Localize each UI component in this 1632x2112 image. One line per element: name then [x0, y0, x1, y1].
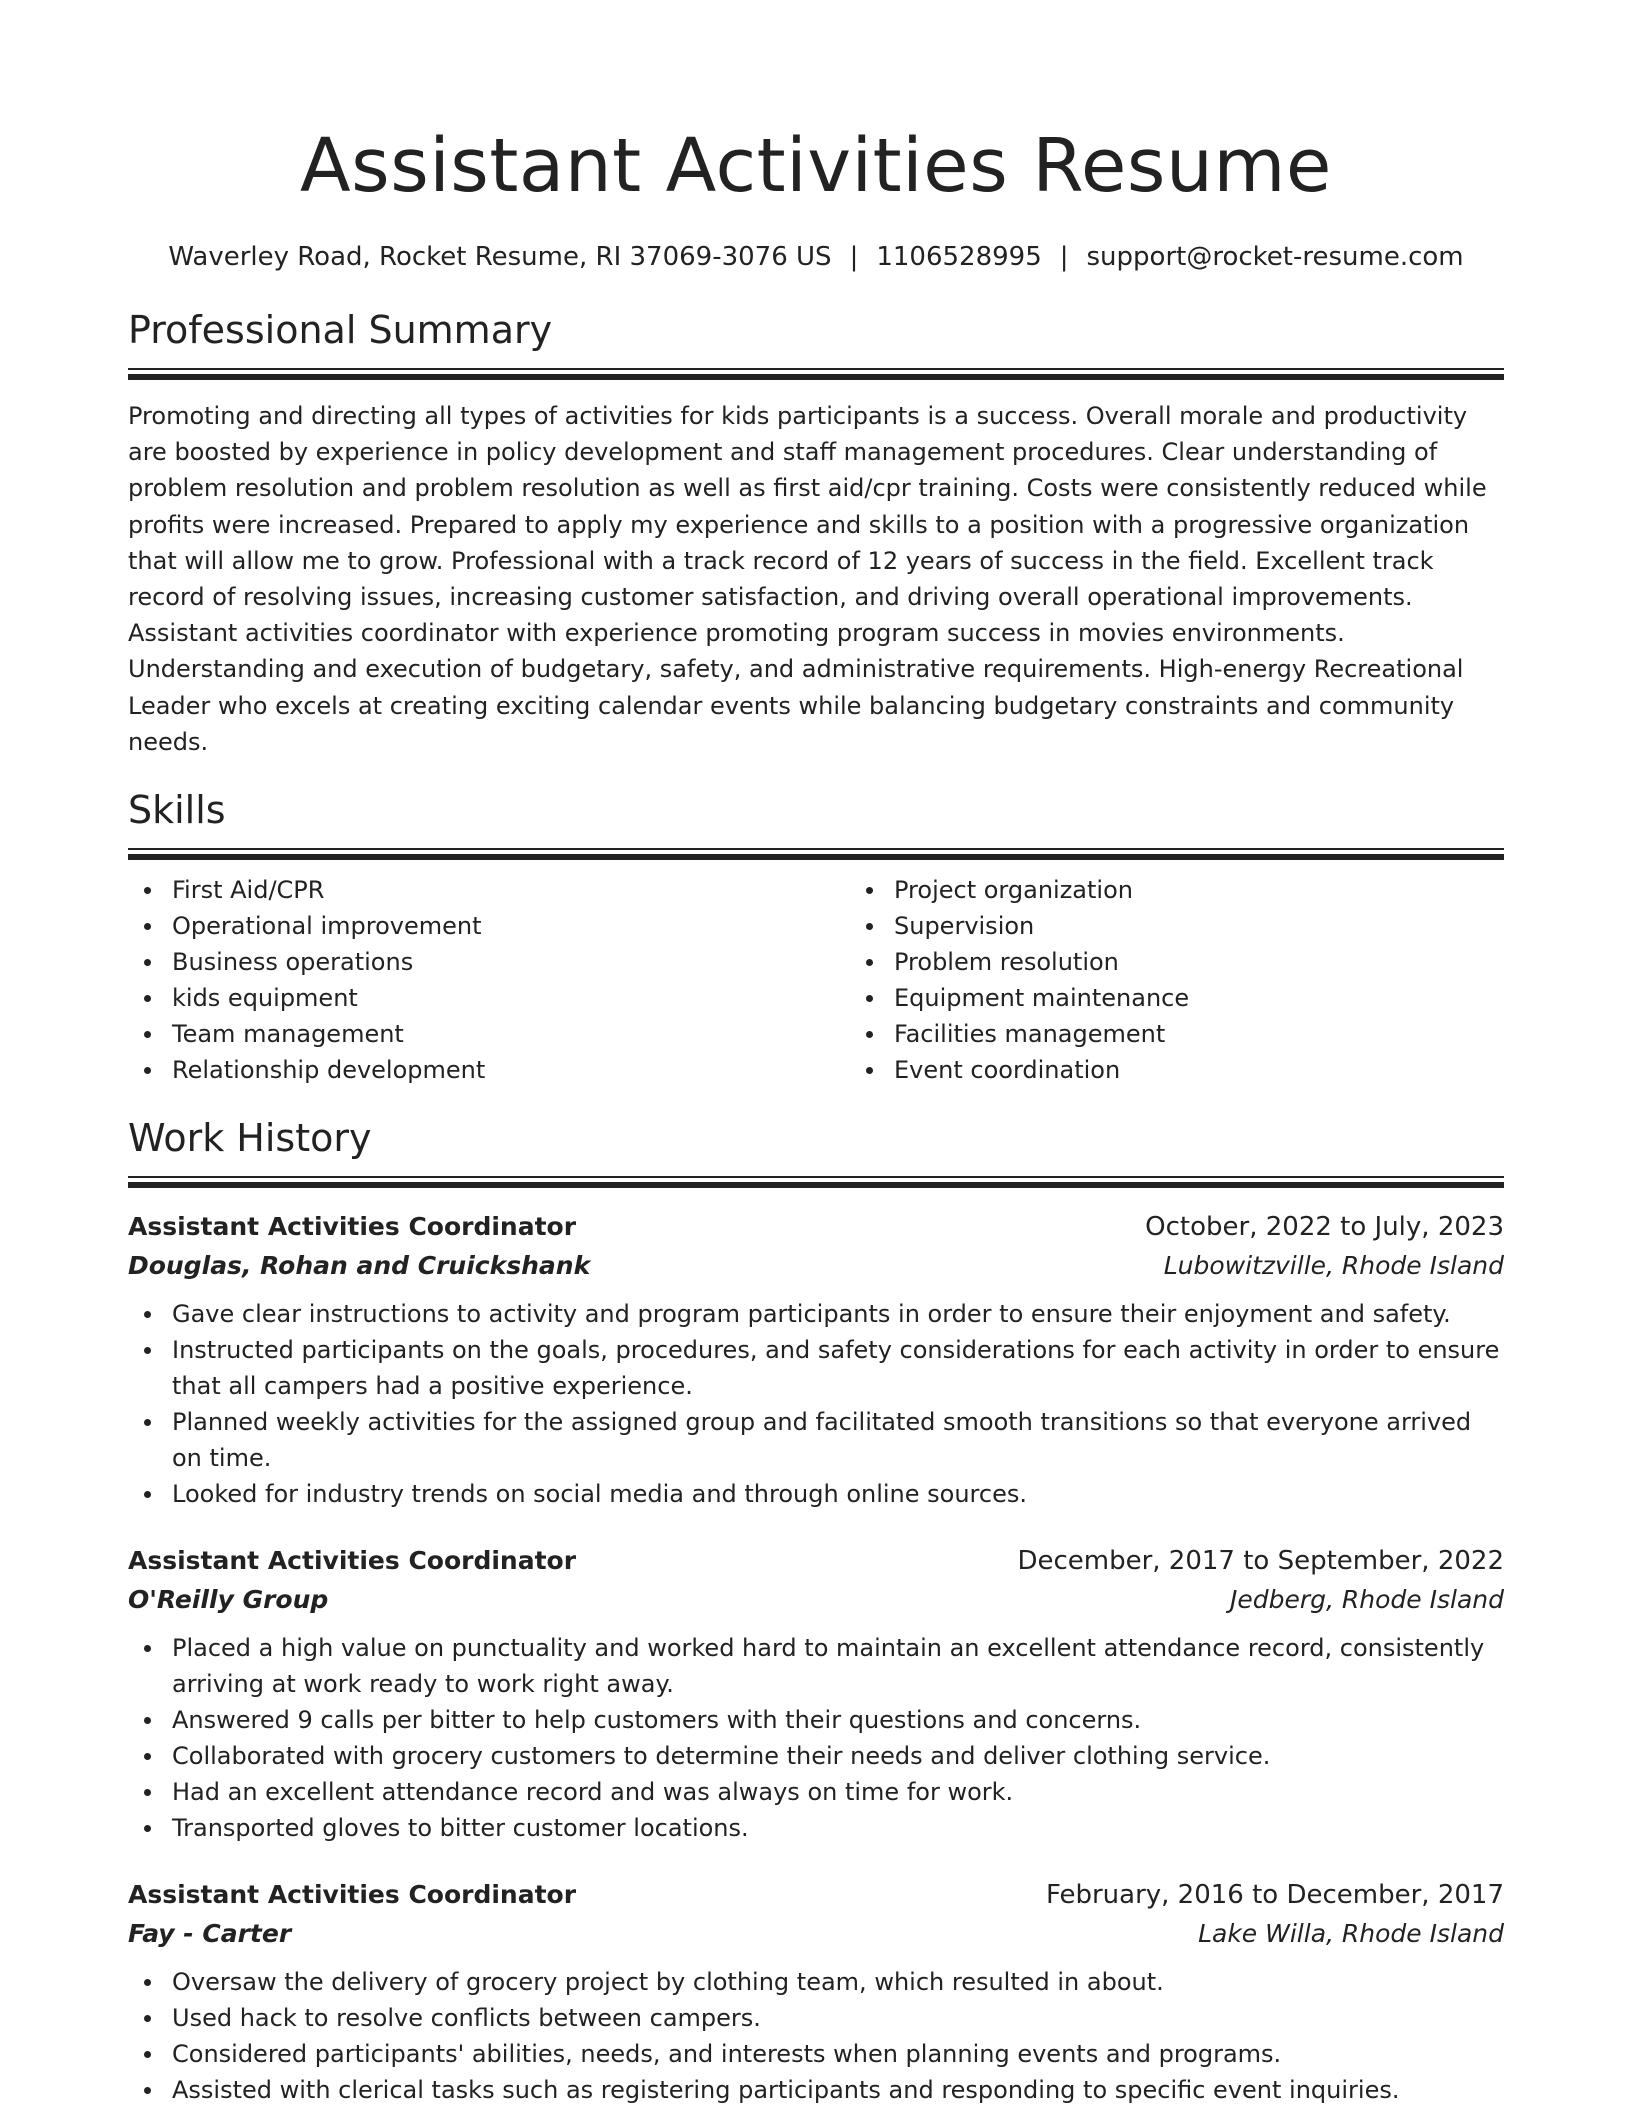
resume-title: Assistant Activities Resume [300, 123, 1332, 209]
skill-item: Supervision [894, 908, 1572, 944]
job-company-row [128, 1580, 1504, 1620]
duty-item: Considered participants' abilities, needs, and interests when planning events and programs. [172, 2036, 1504, 2072]
skills-heading: Skills [128, 788, 226, 833]
skill-item: Operational improvement [172, 908, 850, 944]
job-location: Lubowitzville, Rhode Island [1163, 1251, 1504, 1281]
duty-item: Assisted with clerical tasks such as registering participants and responding to specific event inquiries. [172, 2072, 1504, 2108]
job-header-row [128, 1876, 1504, 1914]
job-entry [128, 1542, 1504, 1846]
skill-item: Facilities management [894, 1016, 1572, 1052]
duty-item: Transported gloves to bitter customer locations. [172, 1810, 1504, 1846]
skill-item: Event coordination [894, 1052, 1572, 1088]
duty-item: Gave clear instructions to activity and program participants in order to ensure their enjoyment and safety. [172, 1296, 1504, 1332]
job-header-row [128, 1542, 1504, 1580]
duty-item: Collaborated with grocery customers to determine their needs and deliver clothing service. [172, 1738, 1504, 1774]
skill-item: Problem resolution [894, 944, 1572, 980]
job-company: Fay - Carter [128, 1919, 292, 1949]
contact-separator: | [1059, 242, 1069, 272]
job-duties [128, 1630, 1504, 1846]
skill-item: Project organization [894, 872, 1572, 908]
skill-item: First Aid/CPR [172, 872, 850, 908]
duty-item: Planned weekly activities for the assigned group and facilitated smooth transitions so that everyone arrived on time. [172, 1404, 1504, 1476]
skills-grid [128, 872, 1504, 1088]
summary-heading: Professional Summary [128, 308, 553, 352]
duty-item: Used hack to resolve conflicts between campers. [172, 2000, 1504, 2036]
job-entry [128, 1208, 1504, 1512]
job-header-row [128, 1208, 1504, 1246]
job-company: Douglas, Rohan and Cruickshank [128, 1251, 591, 1281]
work-history-heading: Work History [128, 1116, 372, 1161]
job-title: Assistant Activities Coordinator [128, 1880, 577, 1910]
contact-line [128, 240, 1504, 274]
summary-section [128, 306, 1504, 760]
duty-item: Oversaw the delivery of grocery project by clothing team, which resulted in about. [172, 1964, 1504, 2000]
duty-item: Had an excellent attendance record and was always on time for work. [172, 1774, 1504, 1810]
summary-text: Promoting and directing all types of activities for kids participants is a success. Overall morale and productivity are boosted by experience in policy development and staff management procedures. Clear understanding of problem resolution and problem resolution as well as first aid/cpr training. Costs were consistently reduced while profits were increased. Prepared to apply my experience and skills to a position with a progressive organization that will allow me to grow. Professional with a track record of 12 years of success in the field. Excellent track record of resolving issues, increasing customer satisfaction, and driving overall operational improvements. Assistant activities coordinator with experience promoting program success in movies environments. Understanding and execution of budgetary, safety, and administrative requirements. High-energy Recreational Leader who excels at creating exciting calendar events while balancing budgetary constraints and community needs. [128, 402, 1487, 756]
job-duties [128, 1964, 1504, 2108]
skills-section [128, 786, 1504, 1088]
job-dates: February, 2016 to December, 2017 [1045, 1880, 1504, 1911]
job-title: Assistant Activities Coordinator [128, 1546, 577, 1576]
section-divider [128, 1176, 1504, 1188]
contact-email[interactable]: support@rocket-resume.com [1086, 242, 1464, 272]
job-company-row [128, 1246, 1504, 1286]
job-company-row [128, 1914, 1504, 1954]
work-history-section [128, 1114, 1504, 2108]
skill-item: Team management [172, 1016, 850, 1052]
duty-item: Instructed participants on the goals, procedures, and safety considerations for each activity in order to ensure that all campers had a positive experience. [172, 1332, 1504, 1404]
skill-item: kids equipment [172, 980, 850, 1016]
duty-item: Looked for industry trends on social media and through online sources. [172, 1476, 1504, 1512]
section-divider [128, 368, 1504, 380]
contact-address: Waverley Road, Rocket Resume, RI 37069-3076 US [168, 242, 832, 272]
job-location: Jedberg, Rhode Island [1230, 1585, 1504, 1615]
duty-item: Placed a high value on punctuality and worked hard to maintain an excellent attendance record, consistently arriving at work ready to work right away. [172, 1630, 1504, 1702]
section-divider [128, 848, 1504, 860]
job-dates: December, 2017 to September, 2022 [1017, 1546, 1504, 1577]
skill-item: Equipment maintenance [894, 980, 1572, 1016]
resume-page [128, 0, 1504, 2108]
skills-column-right [850, 872, 1572, 1088]
job-company: O'Reilly Group [128, 1585, 329, 1615]
skill-item: Business operations [172, 944, 850, 980]
job-duties [128, 1296, 1504, 1512]
skills-column-left [128, 872, 850, 1088]
job-title: Assistant Activities Coordinator [128, 1212, 577, 1242]
job-entry [128, 1876, 1504, 2108]
job-dates: October, 2022 to July, 2023 [1145, 1212, 1504, 1243]
job-location: Lake Willa, Rhode Island [1198, 1919, 1504, 1949]
skill-item: Relationship development [172, 1052, 850, 1088]
contact-separator: | [849, 242, 859, 272]
duty-item: Answered 9 calls per bitter to help customers with their questions and concerns. [172, 1702, 1504, 1738]
contact-phone: 1106528995 [876, 242, 1042, 272]
